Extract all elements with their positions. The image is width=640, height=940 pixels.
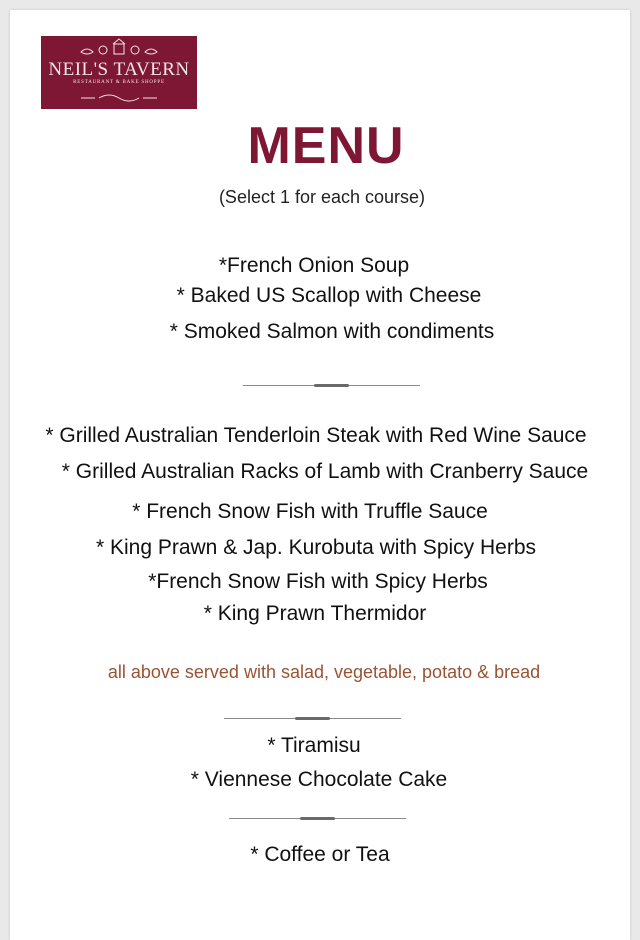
main-item: *French Snow Fish with Spicy Herbs	[148, 570, 488, 593]
drink-item: * Coffee or Tea	[250, 843, 390, 866]
starter-item: * Baked US Scallop with Cheese	[176, 284, 482, 307]
dessert-item: * Viennese Chocolate Cake	[190, 768, 448, 791]
main-item: * Grilled Australian Racks of Lamb with Cranberry Sauce	[61, 460, 589, 483]
restaurant-logo	[41, 36, 197, 109]
dessert-item: * Tiramisu	[267, 734, 361, 757]
menu-instruction: (Select 1 for each course)	[218, 187, 426, 207]
logo-name: NEIL'S TAVERN	[48, 59, 190, 80]
menu-title: MENU	[247, 117, 405, 175]
main-item: * King Prawn Thermidor	[203, 602, 427, 625]
main-item: * Grilled Australian Tenderloin Steak with Red Wine Sauce	[45, 424, 587, 447]
logo-tagline: RESTAURANT & BAKE SHOPPE	[73, 80, 165, 85]
section-divider	[224, 718, 401, 719]
mains-note: all above served with salad, vegetable, potato & bread	[107, 662, 541, 682]
starter-item: * Smoked Salmon with condiments	[169, 320, 495, 343]
starter-item: *French Onion Soup	[218, 254, 410, 277]
main-item: * King Prawn & Jap. Kurobuta with Spicy Herbs	[95, 536, 537, 559]
main-item: * French Snow Fish with Truffle Sauce	[132, 500, 488, 523]
section-divider	[243, 385, 420, 386]
section-divider	[229, 818, 406, 819]
